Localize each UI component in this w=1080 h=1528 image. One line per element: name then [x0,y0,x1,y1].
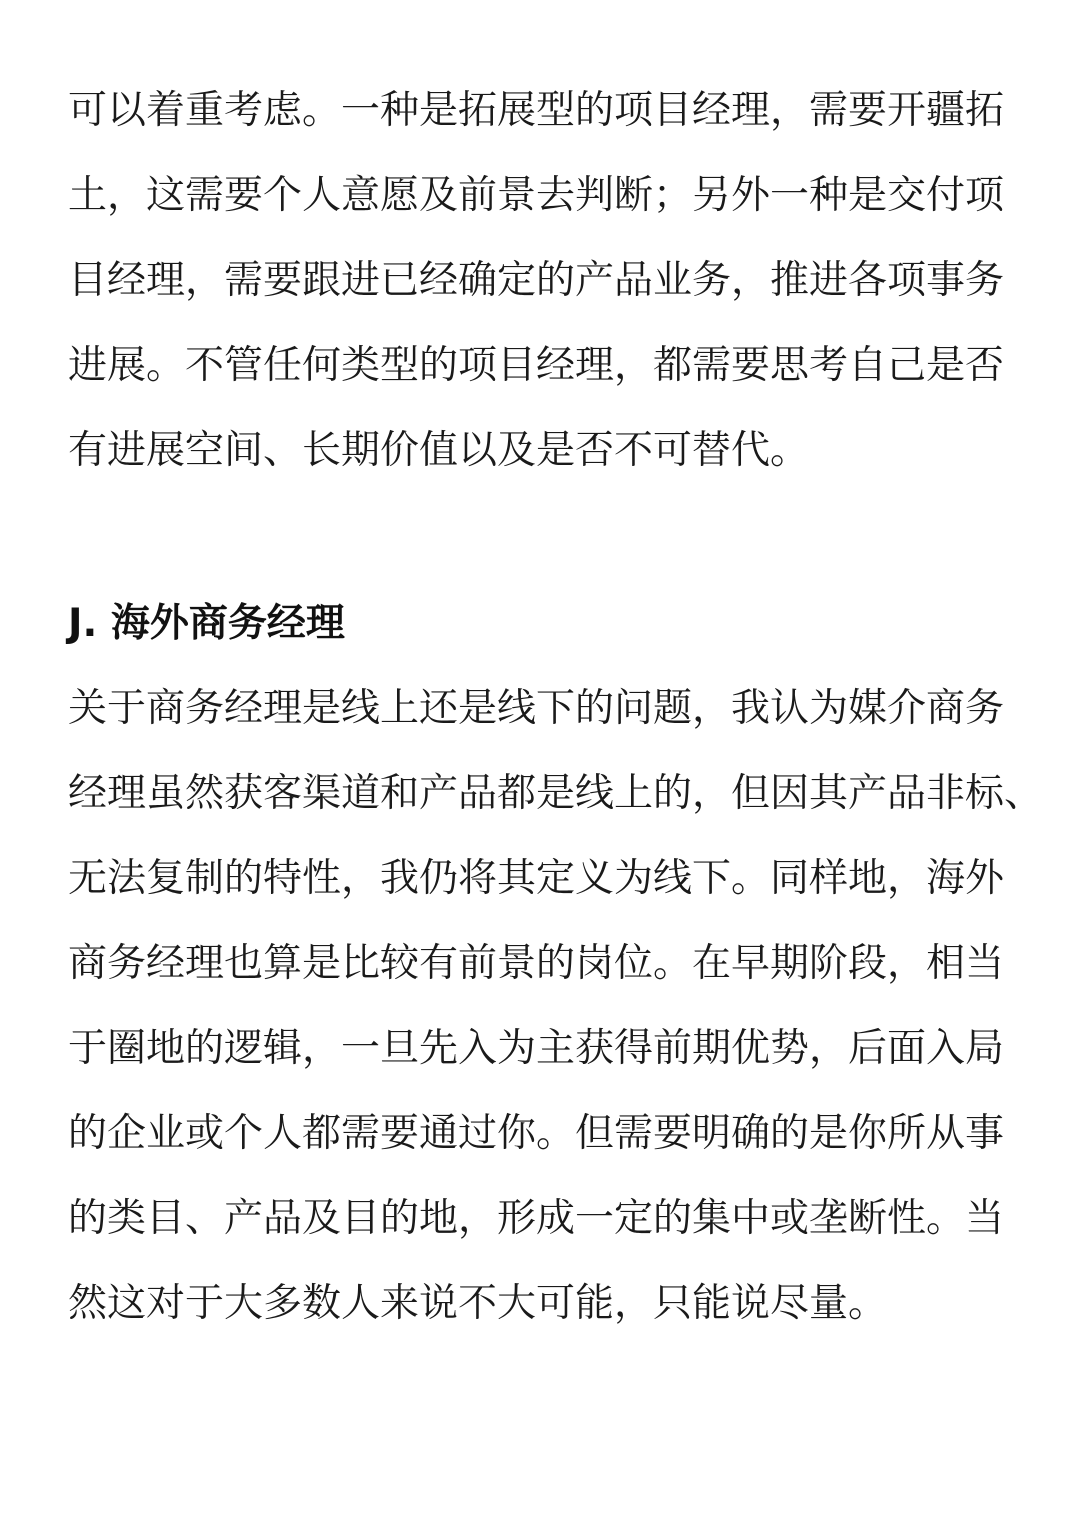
text-line: 商务经理也算是比较有前景的岗位。在早期阶段，相当 [68,941,1005,986]
text-line: 有进展空间、长期价值以及是否不可替代。 [68,428,810,473]
text-line: 的类目、产品及目的地，形成一定的集中或垄断性。当 [68,1196,1005,1241]
text-line: 关于商务经理是线上还是线下的问题，我认为媒介商务 [68,686,1005,731]
text-line: 目经理，需要跟进已经确定的产品业务，推进各项事务 [68,258,1005,303]
text-line: 于圈地的逻辑，一旦先入为主获得前期优势，后面入局 [68,1026,1005,1071]
text-line: 可以着重考虑。一种是拓展型的项目经理，需要开疆拓 [68,88,1005,133]
text-line: 土，这需要个人意愿及前景去判断；另外一种是交付项 [68,173,1005,218]
paragraph-overseas-business-manager [68,666,1058,1346]
text-line: 的企业或个人都需要通过你。但需要明确的是你所从事 [68,1111,1005,1156]
text-line: 无法复制的特性，我仍将其定义为线下。同样地，海外 [68,856,1005,901]
text-line: 然这对于大多数人来说不大可能，只能说尽量。 [68,1281,888,1326]
text-line: 经理虽然获客渠道和产品都是线上的，但因其产品非标、 [68,771,1044,816]
text-line: 进展。不管任何类型的项目经理，都需要思考自己是否 [68,343,1005,388]
paragraph-project-manager [68,68,1058,493]
section-heading: J. 海外商务经理 [68,601,345,646]
